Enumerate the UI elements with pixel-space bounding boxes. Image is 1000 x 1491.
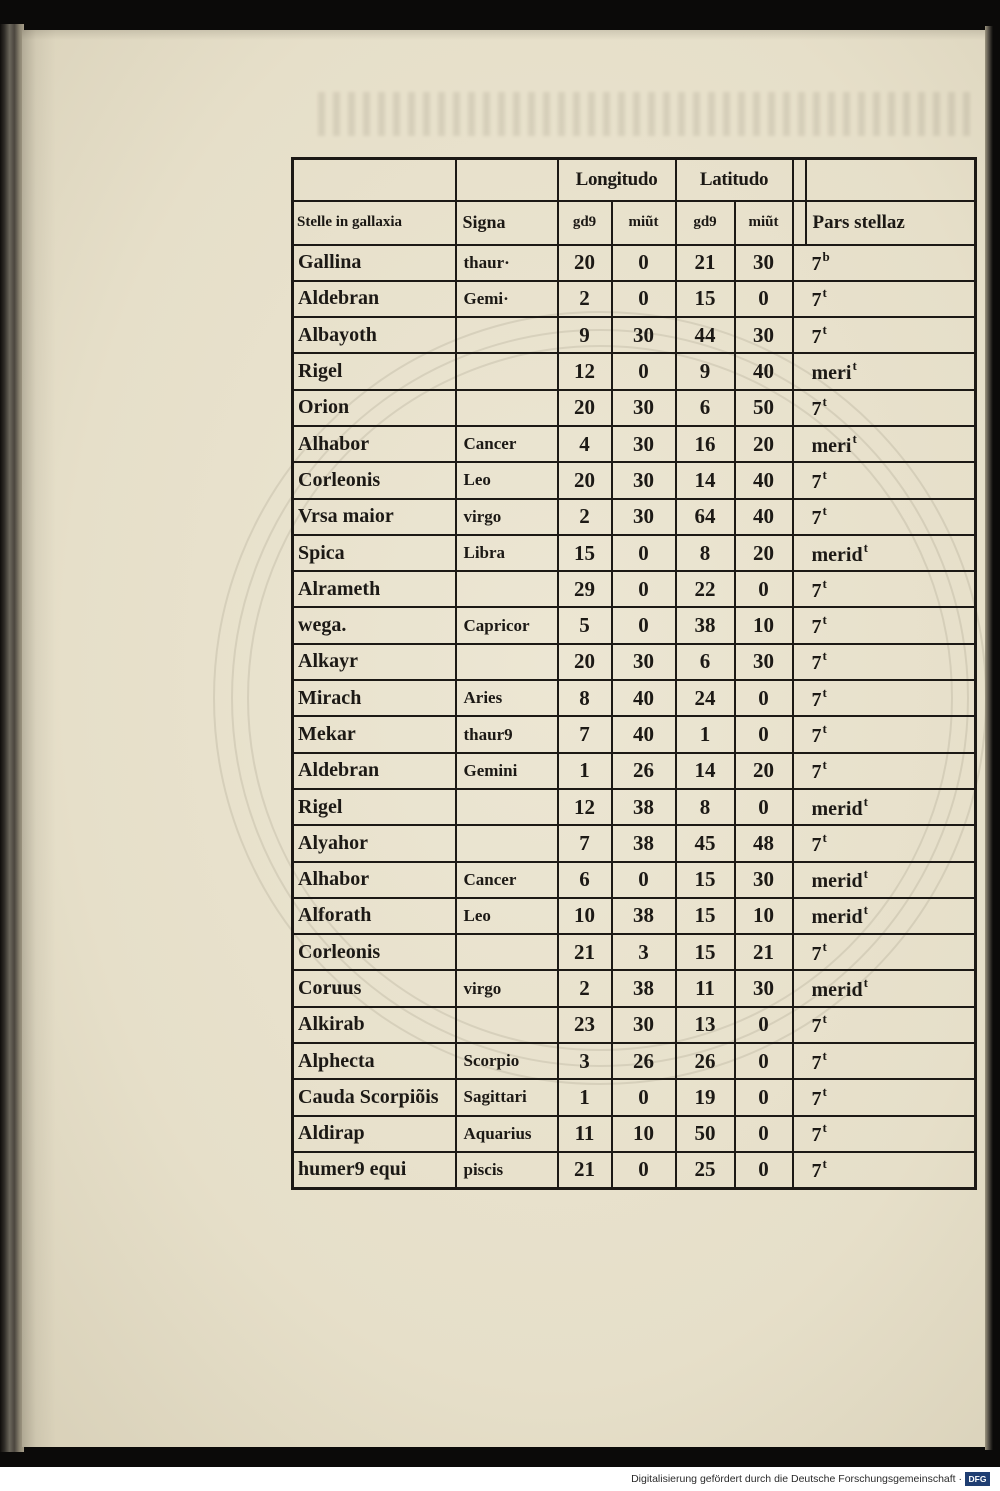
pars-superscript: t [822,394,827,410]
star-name-cell: Aldirap [293,1116,456,1152]
star-name-cell: Aldebran [293,281,456,317]
pars-value: merid [811,870,863,893]
sign-cell: Capricor [456,607,558,643]
pars-cell [793,825,976,861]
sign-cell: thaur· [456,245,558,281]
pars-cell [793,934,976,970]
star-name-cell: Mirach [293,680,456,716]
sign-cell: virgo [456,970,558,1006]
pars-superscript: t [863,902,868,918]
table-row [293,607,976,643]
pars-value: meri [811,362,852,385]
page-stack-edge [985,26,993,1450]
longitude-degrees-cell: 20 [558,462,612,498]
table-row [293,789,976,825]
longitude-minutes-header: miũt [612,201,676,245]
pars-cell [793,607,976,643]
pars-superscript: t [822,938,827,954]
table-row [293,753,976,789]
star-name-cell: Corleonis [293,462,456,498]
star-name-cell: Corleonis [293,934,456,970]
latitude-degrees-cell: 15 [676,281,735,317]
table-row [293,1043,976,1079]
pars-superscript: t [822,1156,827,1172]
longitude-minutes-cell: 26 [612,1043,676,1079]
pars-superscript: t [822,1120,827,1136]
latitude-minutes-cell: 50 [735,390,793,426]
pars-cell [793,1007,976,1043]
longitude-degrees-cell: 21 [558,1152,612,1188]
pars-cell [793,898,976,934]
table-row [293,535,976,571]
latitude-group-header: Latitudo [676,159,793,201]
latitude-degrees-cell: 25 [676,1152,735,1188]
longitude-minutes-cell: 0 [612,353,676,389]
header-empty-cell [293,159,456,201]
latitude-minutes-cell: 21 [735,934,793,970]
pars-superscript: t [822,466,827,482]
pars-value: merid [811,797,863,820]
table-row [293,281,976,317]
pars-superscript: t [852,358,857,374]
pars-cell [793,862,976,898]
star-name-cell: Alrameth [293,571,456,607]
pars-superscript: t [822,503,827,519]
latitude-minutes-cell: 30 [735,245,793,281]
pars-cell [793,571,976,607]
latitude-degrees-cell: 38 [676,607,735,643]
longitude-degrees-cell: 2 [558,281,612,317]
digitization-footer [0,1467,1000,1491]
latitude-degrees-cell: 6 [676,390,735,426]
longitude-degrees-cell: 10 [558,898,612,934]
pars-cell [793,680,976,716]
sign-cell: thaur9 [456,716,558,752]
latitude-degrees-cell: 21 [676,245,735,281]
pars-value: 7 [811,1124,822,1147]
pars-value: merid [811,979,863,1002]
latitude-minutes-cell: 30 [735,644,793,680]
pars-value: 7 [811,833,822,856]
longitude-degrees-cell: 6 [558,862,612,898]
sign-cell: virgo [456,499,558,535]
pars-cell [793,1152,976,1188]
pars-value: 7 [811,1051,822,1074]
longitude-minutes-cell: 38 [612,970,676,1006]
sign-cell [456,571,558,607]
pars-superscript: t [863,866,868,882]
pars-value: 7 [811,398,822,421]
pars-value: 7 [811,652,822,675]
latitude-minutes-cell: 0 [735,1043,793,1079]
table-row [293,1116,976,1152]
longitude-minutes-cell: 30 [612,390,676,426]
header-row [293,201,976,245]
sign-cell: Gemi· [456,281,558,317]
pars-superscript: t [863,539,868,555]
table-row [293,245,976,281]
latitude-degrees-cell: 15 [676,934,735,970]
latitude-minutes-cell: 0 [735,680,793,716]
star-catalogue-table [291,157,977,1190]
pars-value: 7 [811,1015,822,1038]
header-group-row [293,159,976,201]
table-row [293,862,976,898]
sign-cell: Sagittari [456,1079,558,1115]
pars-cell [793,499,976,535]
book-binding-edge [0,24,24,1452]
longitude-minutes-cell: 0 [612,245,676,281]
pars-superscript: t [822,648,827,664]
header-empty-cell [456,159,558,201]
longitude-degrees-cell: 8 [558,680,612,716]
pars-value: 7 [811,942,822,965]
star-name-cell: Alhabor [293,426,456,462]
longitude-minutes-cell: 30 [612,426,676,462]
table-body [293,245,976,1189]
sign-cell: Cancer [456,862,558,898]
longitude-degrees-cell: 5 [558,607,612,643]
table-row [293,644,976,680]
pars-superscript: t [822,757,827,773]
pars-superscript: t [863,793,868,809]
latitude-degrees-cell: 8 [676,789,735,825]
longitude-minutes-cell: 0 [612,535,676,571]
longitude-minutes-cell: 30 [612,499,676,535]
longitude-degrees-cell: 23 [558,1007,612,1043]
pars-superscript: b [822,249,830,265]
pars-cell [793,789,976,825]
pars-value: 7 [811,325,822,348]
longitude-minutes-cell: 3 [612,934,676,970]
table-row [293,571,976,607]
latitude-minutes-cell: 30 [735,862,793,898]
latitude-degrees-header: gd9 [676,201,735,245]
pars-superscript: t [822,285,827,301]
latitude-minutes-cell: 0 [735,789,793,825]
longitude-degrees-cell: 1 [558,753,612,789]
pars-cell [793,426,976,462]
sign-header: Signa [456,201,558,245]
latitude-minutes-cell: 48 [735,825,793,861]
sign-cell [456,825,558,861]
sign-cell: Leo [456,898,558,934]
pars-superscript: t [822,1011,827,1027]
latitude-degrees-cell: 64 [676,499,735,535]
latitude-minutes-cell: 0 [735,716,793,752]
pars-cell [793,353,976,389]
sign-cell: Aquarius [456,1116,558,1152]
pars-value: 7 [811,289,822,312]
table-row [293,680,976,716]
pars-cell [793,970,976,1006]
header-gap-cell [793,159,806,201]
sign-cell: Scorpio [456,1043,558,1079]
pars-value: 7 [811,1160,822,1183]
pars-value: meri [811,434,852,457]
star-name-cell: Albayoth [293,317,456,353]
pars-superscript: t [822,575,827,591]
header-empty-cell [806,159,976,201]
longitude-minutes-cell: 40 [612,716,676,752]
table-row [293,353,976,389]
longitude-minutes-cell: 30 [612,644,676,680]
star-name-cell: Gallina [293,245,456,281]
table-row [293,1079,976,1115]
longitude-minutes-cell: 0 [612,1079,676,1115]
star-name-cell: Alphecta [293,1043,456,1079]
table-row [293,898,976,934]
latitude-minutes-cell: 20 [735,535,793,571]
pars-value: 7 [811,761,822,784]
star-name-cell: Rigel [293,353,456,389]
pars-cell [793,1079,976,1115]
pars-value: merid [811,906,863,929]
longitude-minutes-cell: 38 [612,825,676,861]
latitude-minutes-cell: 10 [735,607,793,643]
latitude-degrees-cell: 16 [676,426,735,462]
star-name-cell: wega. [293,607,456,643]
star-name-cell: Rigel [293,789,456,825]
sign-cell: Libra [456,535,558,571]
longitude-degrees-cell: 20 [558,245,612,281]
star-name-cell: Vrsa maior [293,499,456,535]
pars-cell [793,390,976,426]
sign-cell: Aries [456,680,558,716]
latitude-minutes-cell: 10 [735,898,793,934]
latitude-minutes-cell: 40 [735,353,793,389]
pars-cell [793,535,976,571]
longitude-degrees-cell: 4 [558,426,612,462]
latitude-degrees-cell: 26 [676,1043,735,1079]
latitude-minutes-cell: 0 [735,571,793,607]
sign-cell: Cancer [456,426,558,462]
table-row [293,934,976,970]
latitude-minutes-cell: 0 [735,281,793,317]
longitude-minutes-cell: 30 [612,1007,676,1043]
pars-cell [793,644,976,680]
latitude-degrees-cell: 14 [676,462,735,498]
pars-superscript: t [822,1047,827,1063]
star-name-cell: Aldebran [293,753,456,789]
latitude-minutes-cell: 30 [735,970,793,1006]
table-row [293,462,976,498]
bleed-through-header [318,92,978,136]
pars-cell [793,317,976,353]
pars-value: 7 [811,579,822,602]
pars-superscript: t [822,1083,827,1099]
longitude-degrees-cell: 21 [558,934,612,970]
pars-cell [793,245,976,281]
table-row [293,317,976,353]
book-page [22,30,985,1447]
pars-cell [793,753,976,789]
latitude-degrees-cell: 45 [676,825,735,861]
latitude-minutes-cell: 20 [735,753,793,789]
pars-cell [793,462,976,498]
longitude-minutes-cell: 30 [612,462,676,498]
star-name-header: Stelle in gallaxia [293,201,456,245]
latitude-degrees-cell: 44 [676,317,735,353]
pars-superscript: t [822,612,827,628]
sign-cell: piscis [456,1152,558,1188]
latitude-degrees-cell: 50 [676,1116,735,1152]
sign-cell [456,1007,558,1043]
star-name-cell: Orion [293,390,456,426]
star-name-cell: Cauda Scorpiõis [293,1079,456,1115]
longitude-minutes-cell: 0 [612,862,676,898]
longitude-degrees-cell: 20 [558,390,612,426]
longitude-degrees-cell: 15 [558,535,612,571]
longitude-degrees-cell: 29 [558,571,612,607]
table-row [293,970,976,1006]
longitude-minutes-cell: 40 [612,680,676,716]
star-name-cell: Alforath [293,898,456,934]
star-name-cell: Alkirab [293,1007,456,1043]
latitude-minutes-cell: 40 [735,462,793,498]
pars-superscript: t [822,721,827,736]
table-row [293,426,976,462]
pars-superscript: t [852,430,857,446]
longitude-degrees-header: gd9 [558,201,612,245]
sign-cell [456,390,558,426]
latitude-degrees-cell: 24 [676,680,735,716]
longitude-minutes-cell: 38 [612,898,676,934]
latitude-minutes-cell: 0 [735,1152,793,1188]
pars-value: 7 [811,725,822,747]
star-name-cell: Spica [293,535,456,571]
funding-credit: Digitalisierung gefördert durch die Deutsche Forschungsgemeinschaft · [631,1473,962,1485]
latitude-minutes-cell: 0 [735,1007,793,1043]
longitude-degrees-cell: 2 [558,970,612,1006]
latitude-degrees-cell: 22 [676,571,735,607]
longitude-group-header: Longitudo [558,159,676,201]
longitude-degrees-cell: 9 [558,317,612,353]
pars-superscript: t [863,975,868,991]
longitude-degrees-cell: 12 [558,353,612,389]
star-name-cell: humer9 equi [293,1152,456,1188]
pars-superscript: t [822,829,827,845]
longitude-minutes-cell: 38 [612,789,676,825]
longitude-degrees-cell: 11 [558,1116,612,1152]
longitude-degrees-cell: 20 [558,644,612,680]
pars-value: 7 [811,470,822,493]
star-name-cell: Coruus [293,970,456,1006]
latitude-minutes-cell: 30 [735,317,793,353]
latitude-minutes-cell: 20 [735,426,793,462]
latitude-degrees-cell: 15 [676,898,735,934]
pars-header: Pars stellaz [806,201,976,245]
latitude-degrees-cell: 9 [676,353,735,389]
star-name-cell: Mekar [293,716,456,752]
table-row [293,1152,976,1188]
longitude-minutes-cell: 10 [612,1116,676,1152]
table-row [293,390,976,426]
latitude-minutes-cell: 0 [735,1079,793,1115]
table-row [293,499,976,535]
longitude-degrees-cell: 2 [558,499,612,535]
star-name-cell: Alyahor [293,825,456,861]
latitude-minutes-cell: 0 [735,1116,793,1152]
longitude-minutes-cell: 0 [612,571,676,607]
pars-value: 7 [811,616,822,639]
sign-cell [456,317,558,353]
longitude-minutes-cell: 0 [612,607,676,643]
longitude-minutes-cell: 26 [612,753,676,789]
pars-superscript: t [822,684,827,700]
sign-cell [456,789,558,825]
longitude-degrees-cell: 7 [558,825,612,861]
pars-value: 7 [811,688,822,711]
longitude-degrees-cell: 12 [558,789,612,825]
star-name-cell: Alkayr [293,644,456,680]
latitude-degrees-cell: 14 [676,753,735,789]
longitude-degrees-cell: 3 [558,1043,612,1079]
pars-value: 7 [811,507,822,530]
sign-cell: Leo [456,462,558,498]
latitude-minutes-cell: 40 [735,499,793,535]
latitude-degrees-cell: 11 [676,970,735,1006]
sign-cell [456,934,558,970]
table-row [293,825,976,861]
sign-cell [456,644,558,680]
pars-superscript: t [822,321,827,337]
pars-cell [793,1116,976,1152]
longitude-degrees-cell: 7 [558,716,612,752]
latitude-degrees-cell: 1 [676,716,735,752]
latitude-degrees-cell: 8 [676,535,735,571]
latitude-degrees-cell: 15 [676,862,735,898]
pars-value: merid [811,543,863,566]
pars-cell [793,1043,976,1079]
table-row [293,1007,976,1043]
sign-cell: Gemini [456,753,558,789]
dfg-logo: DFG [965,1472,990,1486]
pars-value: 7 [811,1087,822,1110]
longitude-minutes-cell: 0 [612,1152,676,1188]
header-gap-cell [793,201,806,245]
latitude-degrees-cell: 19 [676,1079,735,1115]
table-row [293,716,976,752]
latitude-minutes-header: miũt [735,201,793,245]
longitude-minutes-cell: 30 [612,317,676,353]
latitude-degrees-cell: 13 [676,1007,735,1043]
pars-cell [793,281,976,317]
longitude-degrees-cell: 1 [558,1079,612,1115]
pars-cell [793,716,976,752]
sign-cell [456,353,558,389]
pars-value: 7 [811,253,822,276]
star-name-cell: Alhabor [293,862,456,898]
longitude-minutes-cell: 0 [612,281,676,317]
latitude-degrees-cell: 6 [676,644,735,680]
